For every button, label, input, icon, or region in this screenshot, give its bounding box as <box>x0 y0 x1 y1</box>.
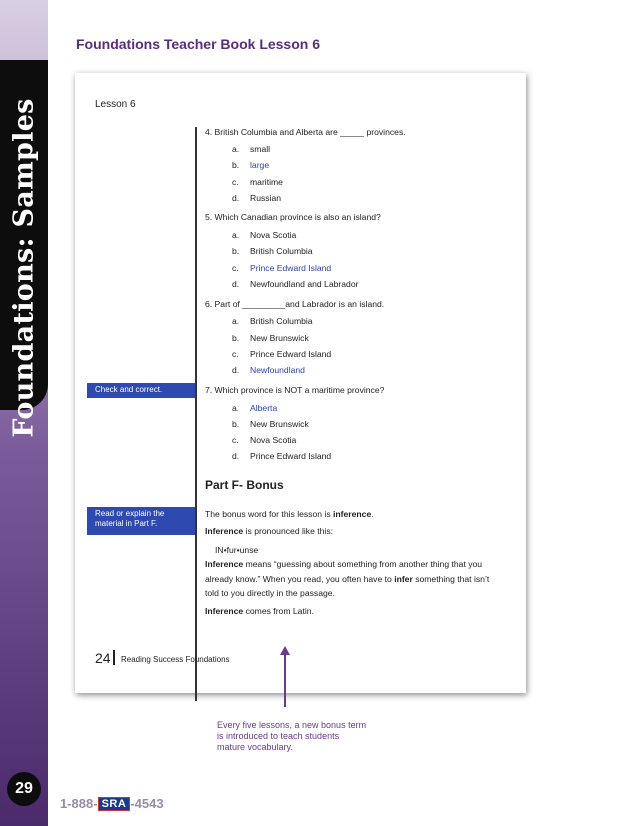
option-letter: c. <box>232 263 239 273</box>
option-letter: a. <box>232 403 240 413</box>
option-text: New Brunswick <box>250 419 309 429</box>
line2-pre: already know.” When you read, you often have to <box>205 574 395 584</box>
pron-rest: is pronounced like this: <box>243 526 334 536</box>
option-text-answer: Alberta <box>250 403 278 413</box>
option-text: Nova Scotia <box>250 230 297 240</box>
sidebar-title: Foundations: Samples <box>8 98 40 438</box>
means-line-3: told to you directly in the passage. <box>205 588 335 598</box>
option-text-answer: large <box>250 160 270 170</box>
option-text: maritime <box>250 177 283 187</box>
option-text-answer: Prince Edward Island <box>250 263 332 273</box>
bonus-prefix: The bonus word for this lesson is <box>205 509 334 519</box>
option-letter: b. <box>232 333 240 343</box>
question-5: 5. Which Canadian province is also an island? <box>205 212 381 222</box>
sidebar-tab <box>0 60 48 438</box>
option-letter: a. <box>232 144 240 154</box>
option-letter: d. <box>232 451 240 461</box>
option-letter: c. <box>232 349 239 359</box>
option-letter: a. <box>232 316 240 326</box>
footer-divider <box>113 650 115 665</box>
option-letter: a. <box>232 230 240 240</box>
page-title: Foundations Teacher Book Lesson 6 <box>76 36 321 52</box>
question-7: 7. Which province is NOT a maritime province? <box>205 385 385 395</box>
pron-bold: Inference <box>205 526 244 536</box>
option-text: New Brunswick <box>250 333 309 343</box>
phone-prefix: 1-888- <box>60 796 98 811</box>
option-letter: d. <box>232 279 240 289</box>
phone-suffix: -4543 <box>130 796 164 811</box>
margin-note-check: Check and correct. <box>87 383 195 398</box>
option-letter: c. <box>232 177 239 187</box>
pronounce-line <box>205 526 333 536</box>
option-text: British Columbia <box>250 316 313 326</box>
question-4: 4. British Columbia and Alberta are _____ provinces. <box>205 127 406 137</box>
margin-divider <box>195 127 197 701</box>
book-title: Reading Success Foundations <box>121 655 230 664</box>
option-letter: d. <box>232 365 240 375</box>
origin-line <box>205 606 314 616</box>
option-text: Prince Edward Island <box>250 349 332 359</box>
option-text: Nova Scotia <box>250 435 297 445</box>
annotation-arrow <box>284 652 286 707</box>
bonus-word-line: The bonus word for this lesson is inference. <box>205 509 374 519</box>
means-rest: means “guessing about something from another thing that you <box>243 559 483 569</box>
book-page-image <box>75 73 526 693</box>
option-text: Newfoundland and Labrador <box>250 279 359 289</box>
means-line <box>205 559 482 569</box>
option-letter: c. <box>232 435 239 445</box>
option-letter: b. <box>232 160 240 170</box>
option-text: small <box>250 144 271 154</box>
option-text: British Columbia <box>250 246 313 256</box>
origin-rest: comes from Latin. <box>243 606 314 616</box>
part-f-heading: Part F- Bonus <box>205 478 284 492</box>
option-letter: d. <box>232 193 240 203</box>
means-line-2 <box>205 574 489 584</box>
option-text: Prince Edward Island <box>250 451 332 461</box>
option-letter: b. <box>232 419 240 429</box>
origin-bold: Inference <box>205 606 244 616</box>
page-number-badge: 29 <box>7 772 41 806</box>
option-text-answer: Newfoundland <box>250 365 305 375</box>
option-text: Russian <box>250 193 282 203</box>
sra-logo: SRA <box>98 797 131 811</box>
option-letter: b. <box>232 246 240 256</box>
pronunciation: IN•fur•unse <box>215 545 259 555</box>
line2-bold: infer <box>394 574 413 584</box>
annotation-text: Every five lessons, a new bonus term is introduced to teach students mature vocabulary. <box>217 720 367 752</box>
book-page-number: 24 <box>95 650 111 666</box>
line2-post: something that isn’t <box>412 574 490 584</box>
margin-note-read: Read or explain the material in Part F. <box>87 507 195 535</box>
phone-number <box>60 796 164 811</box>
bonus-word: inference <box>333 509 372 519</box>
sidebar <box>0 0 48 826</box>
lesson-label: Lesson 6 <box>95 99 136 110</box>
question-6: 6. Part of _________and Labrador is an island. <box>205 299 385 309</box>
means-bold: Inference <box>205 559 244 569</box>
